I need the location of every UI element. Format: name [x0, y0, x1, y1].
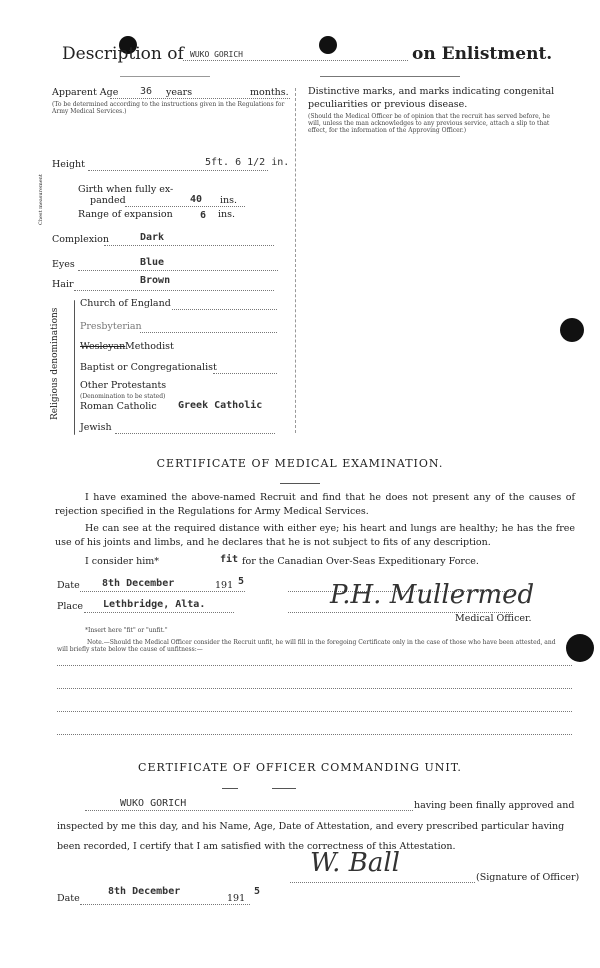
insert-note: *Insert here "fit" or "unfit." — [85, 627, 168, 634]
height-label: Height — [52, 159, 85, 170]
officer-year-prefix: 191 — [227, 893, 246, 904]
ins-label: ins. — [218, 209, 236, 220]
complexion-value: Dark — [140, 232, 165, 243]
religion-wesleyan: Wesleyan — [80, 341, 126, 352]
consider-suffix: for the Canadian Over-Seas Expeditionary Force. — [242, 556, 479, 567]
range-label: Range of expansion — [78, 209, 173, 220]
officer-date-label: Date — [57, 893, 80, 904]
hair-label: Hair — [52, 279, 74, 290]
officer-line-3: been recorded, I certify that I am satisfied with the correctness of this Attestation. — [57, 841, 456, 852]
religion-label: Religious denominations — [50, 307, 60, 420]
consider-prefix: I consider him* — [85, 556, 160, 567]
recruit-name: WUKO GORICH — [190, 50, 243, 59]
apparent-age-label: Apparent Age — [52, 87, 119, 98]
punch-hole — [319, 36, 337, 54]
column-divider — [295, 88, 296, 433]
place-value: Lethbridge, Alta. — [103, 599, 206, 610]
officer-recruit-name: WUKO GORICH — [120, 798, 187, 809]
eyes-label: Eyes — [52, 259, 75, 270]
document-title — [62, 44, 184, 64]
years-label: years — [166, 87, 193, 98]
medical-date-value: 8th December — [102, 578, 175, 589]
medical-year-prefix: 191 — [215, 580, 234, 591]
religion-methodist: Methodist — [125, 341, 174, 352]
religion-other: Other Protestants — [80, 380, 167, 391]
title-suffix: on Enlistment. — [412, 44, 553, 64]
girth-label-2: panded — [90, 195, 126, 206]
officer-year-digit: 5 — [254, 886, 261, 897]
hair-value: Brown — [140, 275, 171, 286]
age-note: (To be determined according to the instructions given in the Regulations for Army Medical Services.) — [52, 101, 285, 115]
religion-roman-catholic: Roman Catholic — [80, 401, 157, 412]
officer-signature-label: (Signature of Officer) — [476, 872, 580, 883]
religion-presbyterian: Presbyterian — [80, 321, 142, 332]
officer-line-2: inspected by me this day, and his Name, Age, Date of Attestation, and every prescribed particular having — [57, 821, 565, 832]
religion-other-note: (Denomination to be stated) — [80, 393, 166, 400]
religion-baptist: Baptist or Congregationalist — [80, 362, 217, 373]
punch-hole — [560, 318, 584, 342]
distinctive-marks-note: (Should the Medical Officer be of opinion that the recruit has served before, he will, unless the man acknowledges to any previous service, attach a slip to that effect, for the information of the Approving Officer.) — [308, 113, 550, 134]
range-value: 6 — [200, 210, 207, 221]
medical-para-2: He can see at the required distance with either eye; his heart and lungs are healthy; he has the free use of his joints and limbs, and he declares that he is not subject to fits of any description. — [55, 523, 575, 548]
girth-value: 40 — [190, 194, 203, 205]
girth-label: Girth when fully ex- — [78, 184, 174, 195]
distinctive-marks-label: Distinctive marks, and marks indicating congenital peculiarities or previous disease. — [308, 86, 555, 110]
age-years: 36 — [140, 86, 153, 97]
place-label: Place — [57, 601, 84, 612]
medical-year-digit: 5 — [238, 576, 245, 587]
complexion-label: Complexion — [52, 234, 109, 245]
medical-officer-signature: P.H. Mullermed — [330, 580, 535, 610]
officer-date-value: 8th December — [108, 886, 181, 897]
punch-hole — [566, 634, 594, 662]
officer-certificate-heading: CERTIFICATE OF OFFICER COMMANDING UNIT. — [138, 761, 462, 774]
months-label: months. — [250, 87, 289, 98]
eyes-value: Blue — [140, 257, 165, 268]
footnote: Note.—Should the Medical Officer consider the Recruit unfit, he will fill in the foregoing Certificate only in the case of those who have been attested, and will briefly state below the cause of unfitness:— — [57, 639, 556, 653]
medical-para-1: I have examined the above-named Recruit and find that he does not present any of the causes of rejection specified in the Regulations for Army Medical Services. — [55, 492, 575, 517]
height-value: 5ft. 6 1/2 in. — [205, 157, 290, 168]
medical-date-label: Date — [57, 580, 80, 591]
ins-label: ins. — [220, 195, 238, 206]
religion-church-of-england: Church of England — [80, 298, 171, 309]
title-prefix: Description of — [62, 44, 184, 64]
chest-label: Chest measurement — [38, 174, 44, 225]
officer-line-1: having been finally approved and — [414, 800, 575, 811]
religion-jewish: Jewish — [80, 422, 112, 433]
religion-value: Greek Catholic — [178, 400, 263, 411]
fitness-value: fit — [220, 554, 239, 565]
medical-officer-label: Medical Officer. — [455, 613, 532, 624]
medical-certificate-heading: CERTIFICATE OF MEDICAL EXAMINATION. — [156, 457, 444, 470]
officer-signature: W. Ball — [310, 848, 400, 878]
